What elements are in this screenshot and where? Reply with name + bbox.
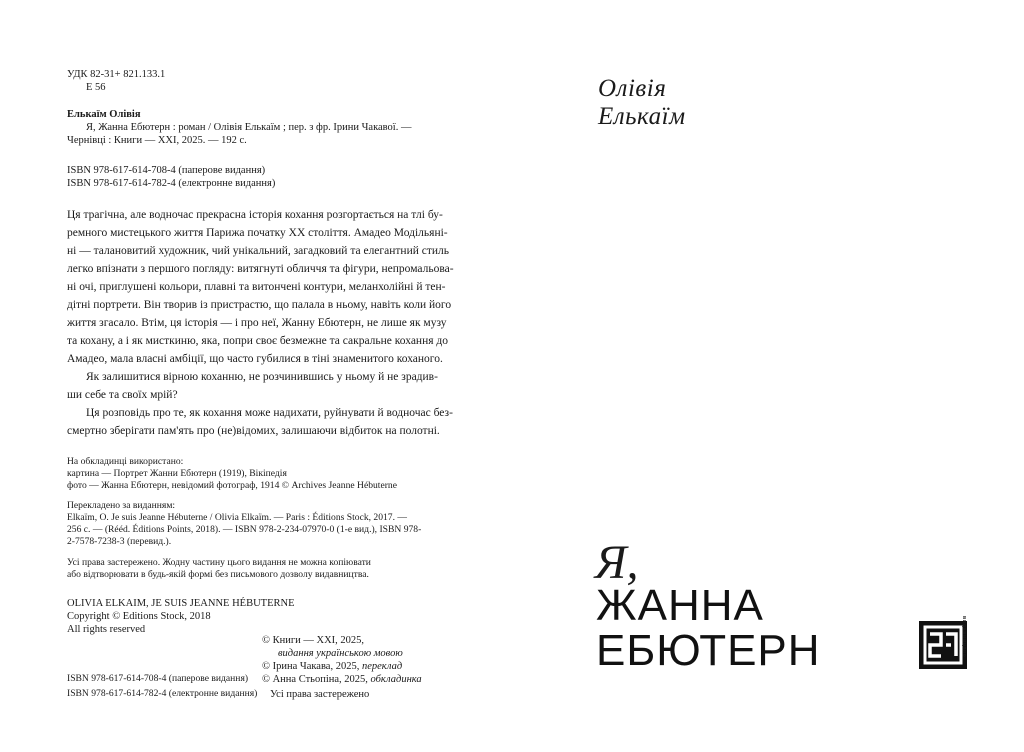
annotation-line: смертно зберігати пам'ять про (не)відомих, залишаючи відбиток на полотні. xyxy=(67,425,440,437)
author-heading: Елькаїм Олівія xyxy=(67,109,141,120)
title-line-1: Я, xyxy=(595,536,639,589)
isbn-line-2: ISBN 978-617-614-782-4 (електронне видання) xyxy=(67,178,276,189)
bbk-code: Е 56 xyxy=(86,82,106,93)
isbn-footer-line: ISBN 978-617-614-782-4 (електронне видання) xyxy=(67,688,258,699)
rights-footer: Усі права застережено xyxy=(270,689,370,700)
annotation-line: дітні портрети. Він творив із пристрастю, що палала в ньому, навіть коли його xyxy=(67,299,452,311)
author-first-name: Олівія xyxy=(598,75,667,102)
annotation-line: ремного мистецького життя Парижа початку XX століття. Амадео Модільяні- xyxy=(67,227,448,239)
bib-line-2: Чернівці : Книги — XXI, 2025. — 192 с. xyxy=(67,135,247,146)
copyright-line: © Ірина Чакава, 2025, переклад xyxy=(262,661,403,672)
isbn-footer-line: ISBN 978-617-614-708-4 (паперове видання) xyxy=(67,673,249,684)
annotation-line: ши себе та своїх мрій? xyxy=(67,389,178,401)
translation-line: Elkaïm, O. Je suis Jeanne Hébuterne / Olivia Elkaïm. — Paris : Éditions Stock, 2017. — xyxy=(67,512,407,523)
annotation-line: Ця розповідь про те, як кохання може надихати, руйнувати й водночас без- xyxy=(86,407,453,419)
cover-credit-line: На обкладинці використано: xyxy=(67,456,184,467)
annotation-line: та кохану, а і як мисткиню, яка, попри своє безмежне та сакральне кохання до xyxy=(67,335,449,347)
copyright-line: © Анна Стьопіна, 2025, обкладинка xyxy=(262,674,422,685)
isbn-line-1: ISBN 978-617-614-708-4 (паперове видання) xyxy=(67,165,266,176)
copyright-line: © Книги — XXI, 2025, xyxy=(262,635,365,646)
cover-credit-line: фото — Жанна Ебютерн, невідомий фотограф, 1914 © Archives Jeanne Hébuterne xyxy=(67,480,397,491)
copyright-line: видання українською мовою xyxy=(278,648,403,659)
title-line-3: ЕБЮТЕРН xyxy=(596,626,821,675)
annotation-line: ні — талановитий художник, чий унікальний, загадковий та елегантний стиль xyxy=(67,245,450,257)
original-copyright-line: Copyright © Editions Stock, 2018 xyxy=(67,611,211,622)
translation-line: Перекладено за виданням: xyxy=(67,500,176,511)
author-last-name: Елькаїм xyxy=(598,103,686,130)
annotation-line: Амадео, мала власні амбіції, що часто губилися в тіні знаменитого коханого. xyxy=(67,353,443,365)
annotation-line: Як залишитися вірною коханню, не розчинившись у ньому й не зрадив- xyxy=(86,371,438,383)
rights-line: або відтворювати в будь-якій формі без письмового дозволу видавництва. xyxy=(67,569,369,580)
annotation-line: життя згасало. Втім, ця історія — і про неї, Жанну Ебютерн, не лише як музу xyxy=(67,317,447,329)
annotation-line: Ця трагічна, але водночас прекрасна історія кохання розгортається на тлі бу- xyxy=(67,209,443,221)
translation-line: 256 с. — (Rééd. Éditions Points, 2018). — ISBN 978-2-234-07970-0 (1-е вид.), ISBN 978- xyxy=(67,524,422,535)
original-title-line: OLIVIA ELKAIM, JE SUIS JEANNE HÉBUTERNE xyxy=(67,598,295,609)
title-line-2: ЖАННА xyxy=(596,581,764,630)
annotation-line: ні очі, приглушені кольори, плавні та витончені контури, меланхолійні й тен- xyxy=(67,281,446,293)
rights-line: Усі права застережено. Жодну частину цього видання не можна копіювати xyxy=(67,557,371,568)
original-rights-line: All rights reserved xyxy=(67,624,146,635)
annotation-line: легко впізнати з першого погляду: витягнуті обличчя та фігури, непромальова- xyxy=(67,263,454,275)
publisher-logo-icon xyxy=(919,621,967,669)
cover-credit-line: картина — Портрет Жанни Ебютерн (1919), Вікіпедія xyxy=(67,468,287,479)
publisher-logo-text: видавництво xyxy=(961,616,967,658)
bib-line-1: Я, Жанна Ебютерн : роман / Олівія Елькаїм ; пер. з фр. Ірини Чакавої. — xyxy=(86,122,412,133)
translation-line: 2-7578-7238-3 (перевид.). xyxy=(67,536,172,547)
udk-code: УДК 82-31+ 821.133.1 xyxy=(67,69,166,80)
